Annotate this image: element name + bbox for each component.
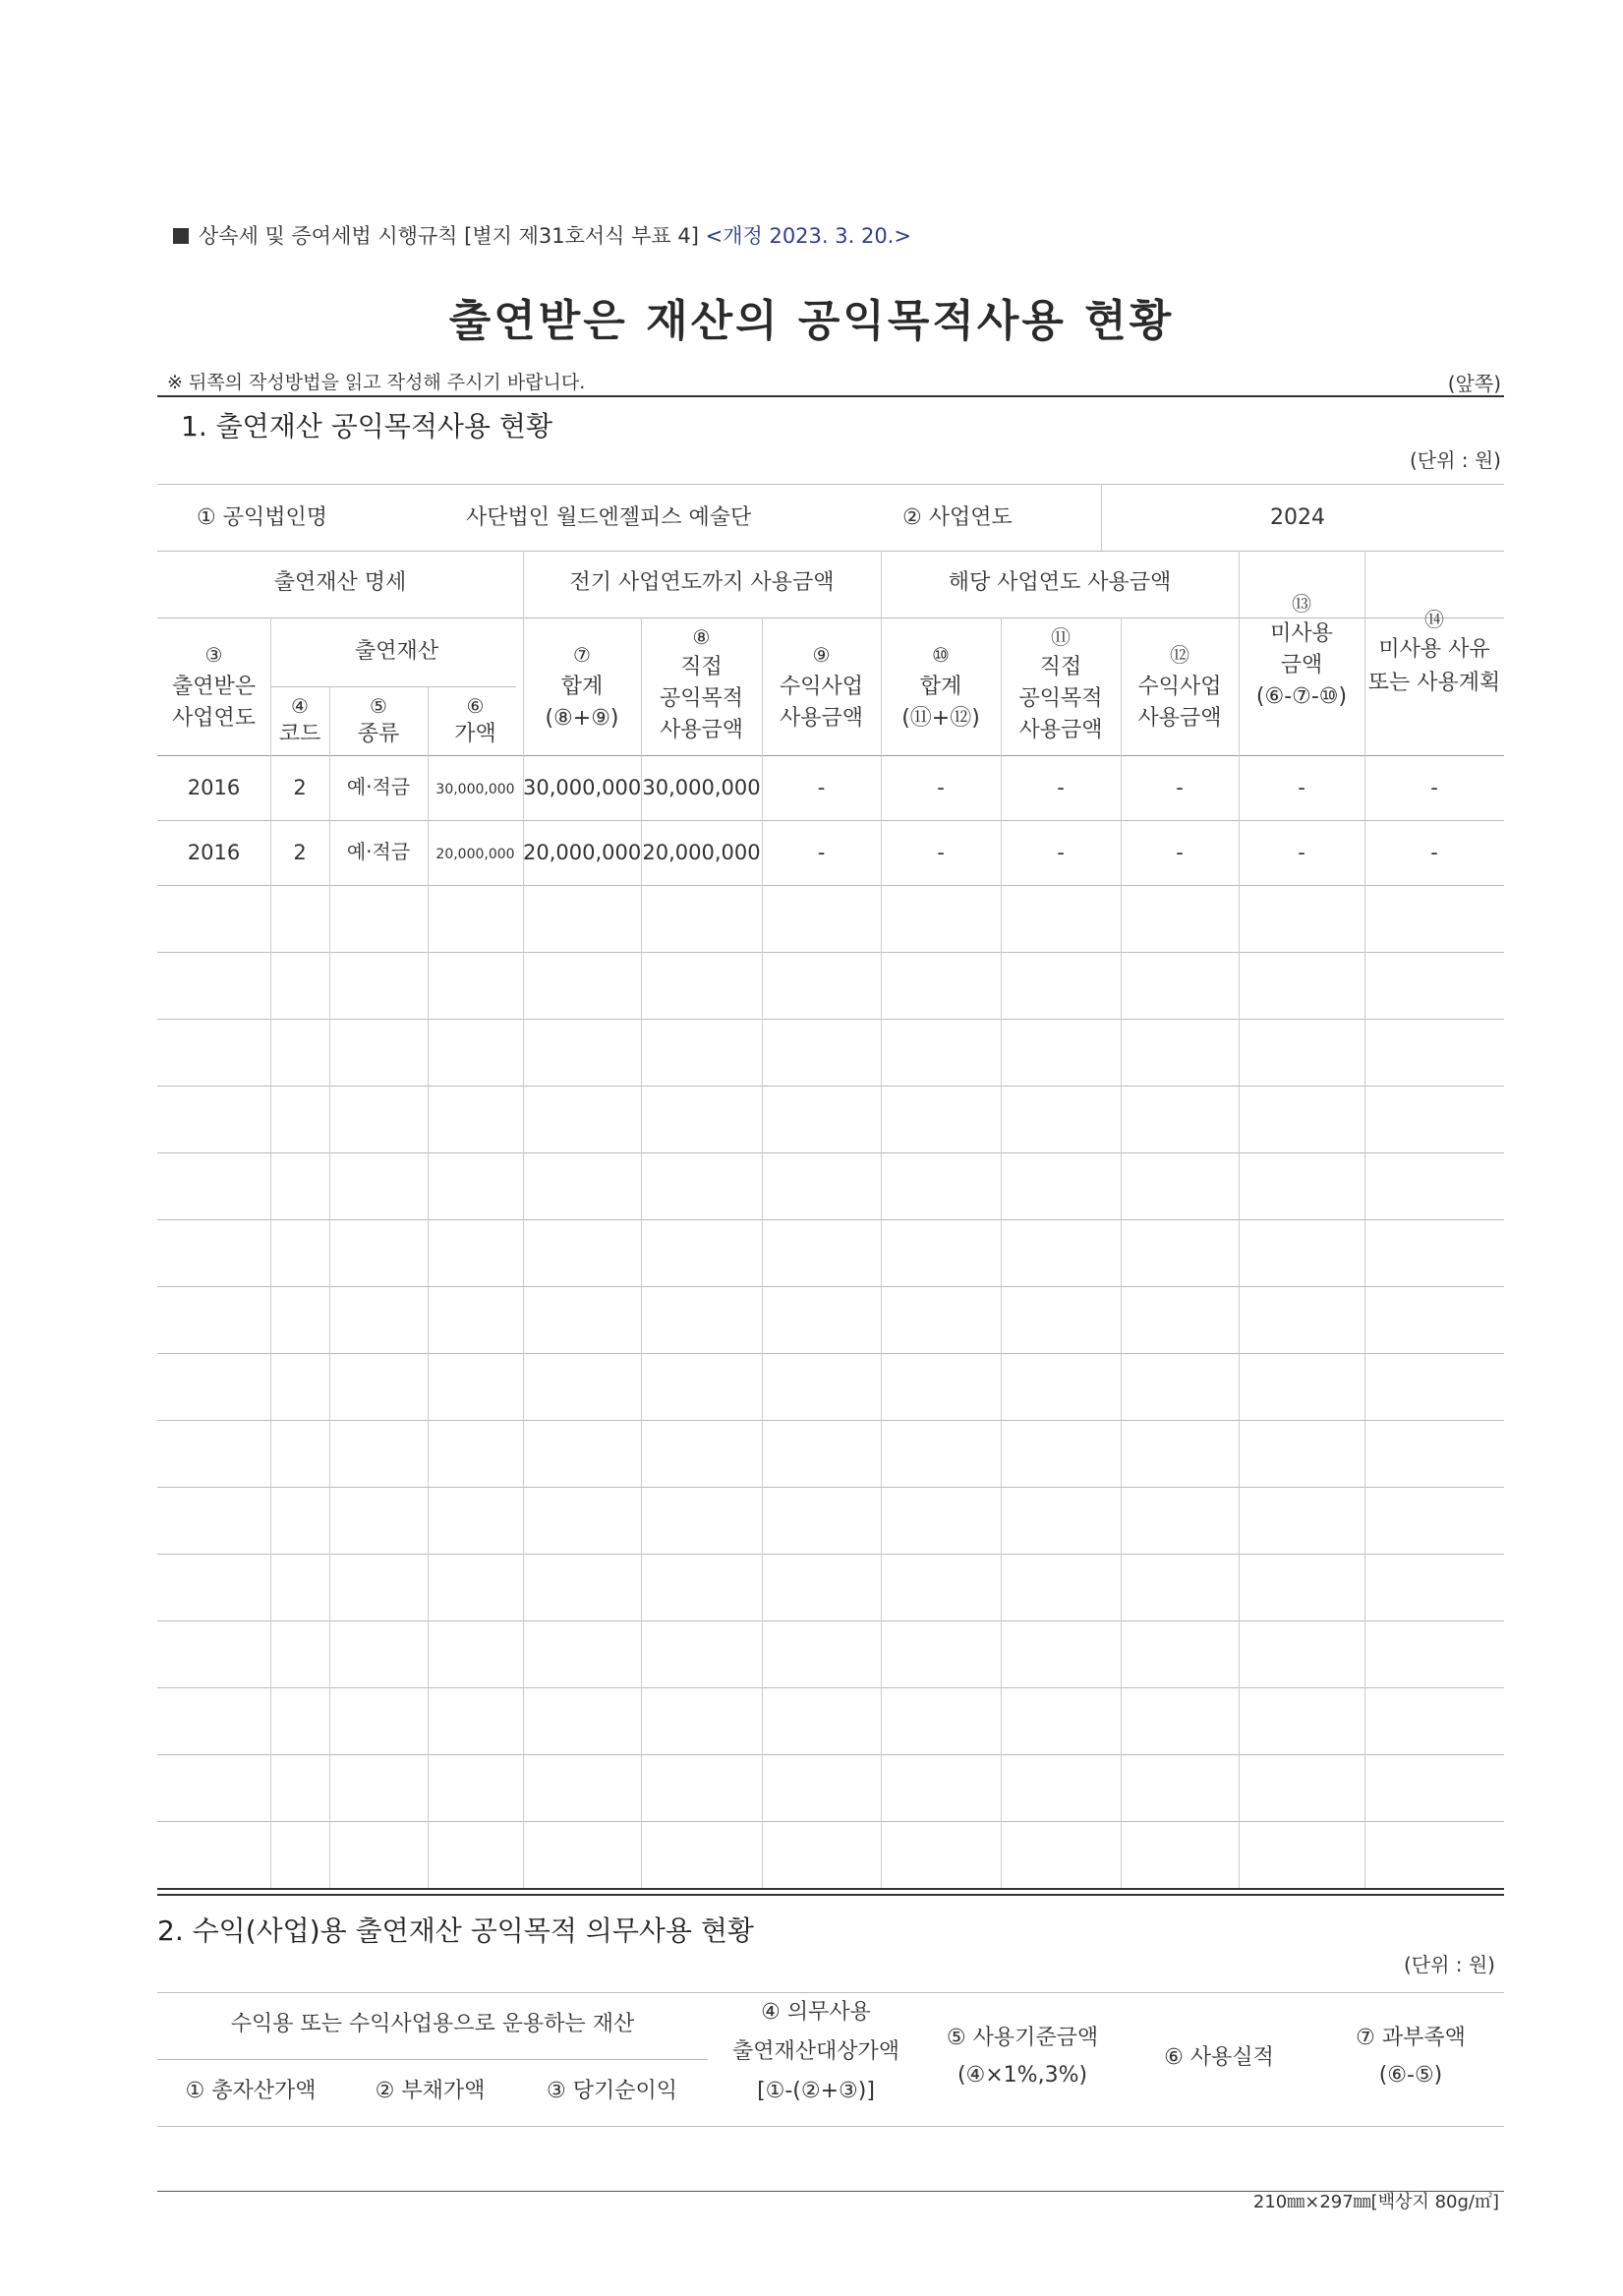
col14-number: ⑭	[1424, 608, 1444, 631]
col7-number: ⑦	[573, 643, 591, 667]
col6-label: 가액	[454, 722, 496, 746]
rule	[157, 1086, 1504, 1087]
business-year-label: ② 사업연도	[902, 505, 1013, 530]
col9-label-line2: 사용금액	[779, 706, 863, 731]
cell-direct-prev: 30,000,000	[642, 776, 761, 799]
header-rule	[157, 395, 1504, 397]
cell-reason: -	[1430, 841, 1438, 864]
liabilities-label: ② 부채가액	[375, 2079, 486, 2103]
col11-label-line1: 직접	[1039, 655, 1082, 679]
rule	[157, 1286, 1504, 1287]
col13-label-line3: (⑥-⑦-⑩)	[1255, 684, 1348, 709]
column-line	[1239, 551, 1240, 1888]
rule	[157, 885, 1504, 886]
instruction-note: ※ 뒤쪽의 작성방법을 읽고 작성해 주시기 바랍니다.	[167, 372, 586, 393]
column-line	[1101, 484, 1102, 551]
mandatory-use-label-line1: ④ 의무사용	[761, 2000, 871, 2025]
column-line	[1121, 618, 1122, 1888]
cell-kind: 예·적금	[346, 775, 411, 798]
business-year-value: 2024	[1270, 505, 1325, 530]
cell-value: 30,000,000	[435, 782, 515, 797]
rule	[157, 1754, 1504, 1755]
group-header-detail: 출연재산 명세	[273, 570, 407, 595]
rule	[270, 686, 516, 687]
col8-label-line2: 공익목적	[659, 686, 743, 711]
rule	[157, 1219, 1504, 1220]
column-line	[762, 618, 763, 1888]
col9-label-line1: 수익사업	[779, 675, 863, 699]
cell-sum-curr: -	[937, 776, 945, 799]
cell-code: 2	[293, 776, 307, 799]
rule	[157, 2126, 1504, 2127]
col8-number: ⑧	[692, 625, 711, 649]
rule	[157, 1992, 1504, 1993]
col5-label: 종류	[357, 722, 400, 746]
corp-name-value: 사단법인 월드엔젤피스 예술단	[466, 505, 752, 530]
cell-year: 2016	[187, 776, 241, 799]
col14-label-line1: 미사용 사유	[1378, 637, 1490, 662]
column-line	[1364, 551, 1365, 1888]
col10-label-line1: 합계	[919, 675, 962, 699]
group-header-property: 출연재산	[354, 639, 438, 664]
col13-number: ⑬	[1292, 592, 1311, 616]
col10-label-line2: (⑪+⑫)	[901, 706, 980, 731]
rule	[157, 1152, 1504, 1153]
rule	[157, 551, 1504, 552]
rule	[157, 1353, 1504, 1354]
col8-label-line3: 사용금액	[659, 718, 743, 742]
rule	[157, 1687, 1504, 1688]
section-double-rule	[157, 1894, 1504, 1896]
col9-number: ⑨	[812, 643, 831, 667]
rule	[157, 2059, 708, 2060]
cell-profit-curr: -	[1176, 776, 1184, 799]
group-header-prev-year: 전기 사업연도까지 사용금액	[569, 570, 835, 595]
col3-label-line2: 사업연도	[171, 706, 256, 731]
square-bullet-icon	[173, 228, 189, 244]
rule	[157, 484, 1504, 485]
page-side-label: (앞쪽)	[1447, 372, 1501, 395]
rule	[157, 1420, 1504, 1421]
mandatory-use-label-line3: [①-(②+③)]	[757, 2079, 875, 2103]
rule	[157, 820, 1504, 821]
column-line	[270, 618, 271, 1888]
paper-spec: 210㎜×297㎜[백상지 80g/㎡]	[1252, 2192, 1499, 2212]
cell-profit-curr: -	[1176, 841, 1184, 864]
cell-unused: -	[1298, 841, 1305, 864]
rule	[157, 1554, 1504, 1555]
col6-number: ⑥	[466, 694, 485, 718]
cell-sum-prev: 30,000,000	[523, 776, 642, 799]
rule	[157, 1487, 1504, 1488]
col11-label-line3: 사용금액	[1018, 718, 1103, 742]
section1-heading: 1. 출연재산 공익목적사용 현황	[181, 410, 552, 442]
section2-group-header: 수익용 또는 수익사업용으로 운용하는 재산	[230, 2012, 635, 2036]
rule	[157, 1821, 1504, 1822]
col7-label-line2: (⑧+⑨)	[545, 706, 619, 731]
rule	[157, 952, 1504, 953]
shortfall-label-line1: ⑦ 과부족액	[1356, 2026, 1466, 2050]
col12-label-line2: 사용금액	[1137, 706, 1222, 731]
corp-name-label: ① 공익법인명	[197, 505, 327, 530]
col3-number: ③	[204, 643, 223, 667]
cell-code: 2	[293, 841, 307, 864]
revision-date: <개정 2023. 3. 20.>	[705, 224, 911, 248]
col11-number: ⑪	[1051, 625, 1071, 649]
cell-sum-prev: 20,000,000	[523, 841, 642, 864]
law-reference	[173, 220, 911, 250]
mandatory-use-label-line2: 출연재산대상가액	[731, 2039, 900, 2064]
law-reference-text: 상속세 및 증여세법 시행규칙 [별지 제31호서식 부표 4]	[199, 224, 699, 248]
shortfall-label-line2: (⑥-⑤)	[1378, 2063, 1443, 2088]
actual-use-label: ⑥ 사용실적	[1164, 2045, 1274, 2070]
col4-number: ④	[291, 694, 309, 718]
column-line	[641, 618, 642, 1888]
cell-profit-prev: -	[817, 841, 826, 864]
section1-unit: (단위 : 원)	[1409, 448, 1501, 472]
col8-label-line1: 직접	[680, 655, 723, 679]
col10-number: ⑩	[932, 643, 950, 667]
col13-label-line2: 금액	[1280, 653, 1323, 677]
col7-label-line1: 합계	[560, 675, 604, 699]
net-income-label: ③ 당기순이익	[547, 2079, 677, 2103]
cell-direct-prev: 20,000,000	[642, 841, 761, 864]
col13-label-line1: 미사용	[1270, 621, 1333, 646]
rule	[157, 1620, 1504, 1621]
section2-unit: (단위 : 원)	[1403, 1953, 1495, 1976]
col12-number: ⑫	[1170, 643, 1189, 667]
rule	[157, 755, 1504, 756]
total-assets-label: ① 총자산가액	[185, 2079, 317, 2103]
cell-reason: -	[1430, 776, 1438, 799]
col11-label-line2: 공익목적	[1018, 686, 1103, 711]
group-header-curr-year: 해당 사업연도 사용금액	[948, 570, 1172, 595]
column-line	[1001, 618, 1002, 1888]
standard-amount-label-line2: (④×1%,3%)	[956, 2063, 1088, 2088]
rule	[157, 1019, 1504, 1020]
cell-profit-prev: -	[817, 776, 826, 799]
section2-heading: 2. 수익(사업)용 출연재산 공익목적 의무사용 현황	[157, 1914, 754, 1947]
page-title: 출연받은 재산의 공익목적사용 현황	[448, 296, 1175, 346]
cell-unused: -	[1298, 776, 1305, 799]
column-line	[881, 551, 882, 1888]
section-double-rule	[157, 1888, 1504, 1890]
cell-direct-curr: -	[1057, 841, 1065, 864]
col12-label-line1: 수익사업	[1137, 675, 1222, 699]
column-line	[523, 551, 524, 1888]
column-line	[329, 686, 330, 1888]
cell-value: 20,000,000	[435, 847, 515, 862]
col14-label-line2: 또는 사용계획	[1367, 671, 1501, 695]
col5-number: ⑤	[370, 694, 387, 718]
col3-label-line1: 출연받은	[171, 675, 256, 699]
cell-sum-curr: -	[937, 841, 945, 864]
col4-label: 코드	[278, 722, 321, 746]
cell-direct-curr: -	[1057, 776, 1065, 799]
cell-kind: 예·적금	[346, 840, 411, 863]
cell-year: 2016	[187, 841, 241, 864]
standard-amount-label-line1: ⑤ 사용기준금액	[946, 2026, 1099, 2050]
